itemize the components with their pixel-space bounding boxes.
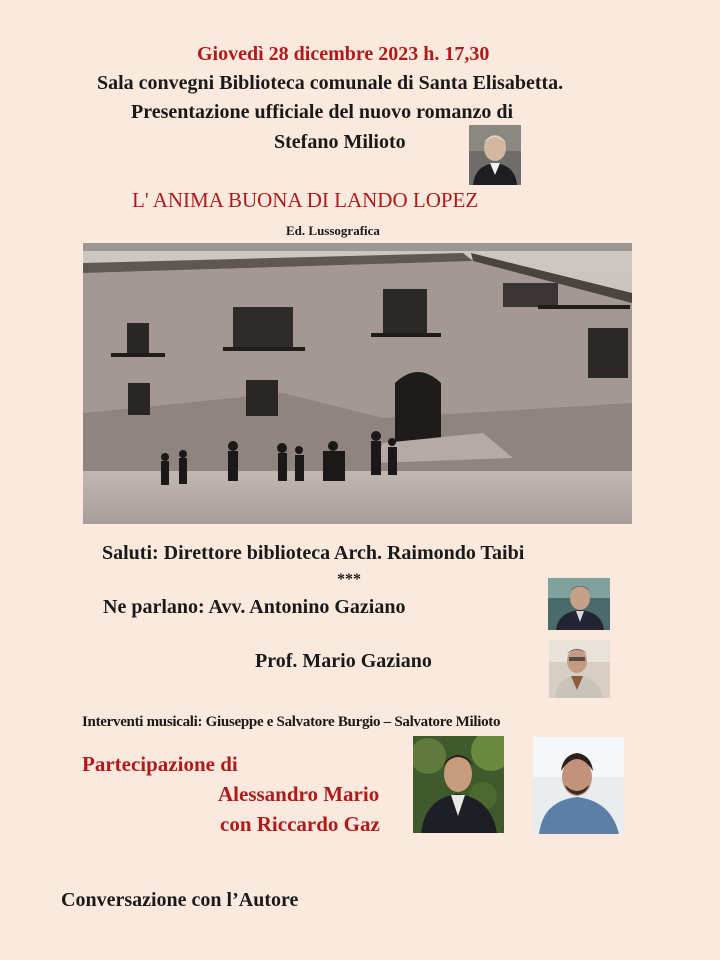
historic-building-photo: [83, 243, 632, 524]
speakers-line-1: Ne parlano: Avv. Antonino Gaziano: [103, 596, 406, 618]
event-date-time: Giovedì 28 dicembre 2023 h. 17,30: [197, 43, 490, 65]
separator-stars: ***: [337, 571, 361, 588]
participant-2: con Riccardo Gaz: [220, 812, 380, 836]
closing-line: Conversazione con l’Autore: [61, 889, 299, 911]
participant-photo-riccardo: [533, 737, 624, 834]
music-line: Interventi musicali: Giuseppe e Salvatore Burgio – Salvatore Milioto: [82, 714, 501, 730]
speaker-photo-antonino: [548, 578, 610, 630]
book-publisher: Ed. Lussografica: [286, 223, 380, 238]
event-venue: Sala convegni Biblioteca comunale di Santa Elisabetta.: [97, 72, 564, 94]
event-intro: Presentazione ufficiale del nuovo romanzo di: [131, 101, 514, 123]
author-photo: [469, 125, 521, 185]
participant-1: Alessandro Mario: [218, 782, 380, 806]
speaker-photo-mario: [549, 640, 610, 698]
book-title: L' ANIMA BUONA DI LANDO LOPEZ: [132, 188, 479, 212]
greetings-line: Saluti: Direttore biblioteca Arch. Raimondo Taibi: [102, 542, 525, 564]
speakers-line-2: Prof. Mario Gaziano: [255, 650, 432, 672]
author-name: Stefano Milioto: [274, 131, 406, 153]
participant-photo-alessandro: [413, 736, 504, 833]
participation-label: Partecipazione di: [82, 752, 238, 776]
